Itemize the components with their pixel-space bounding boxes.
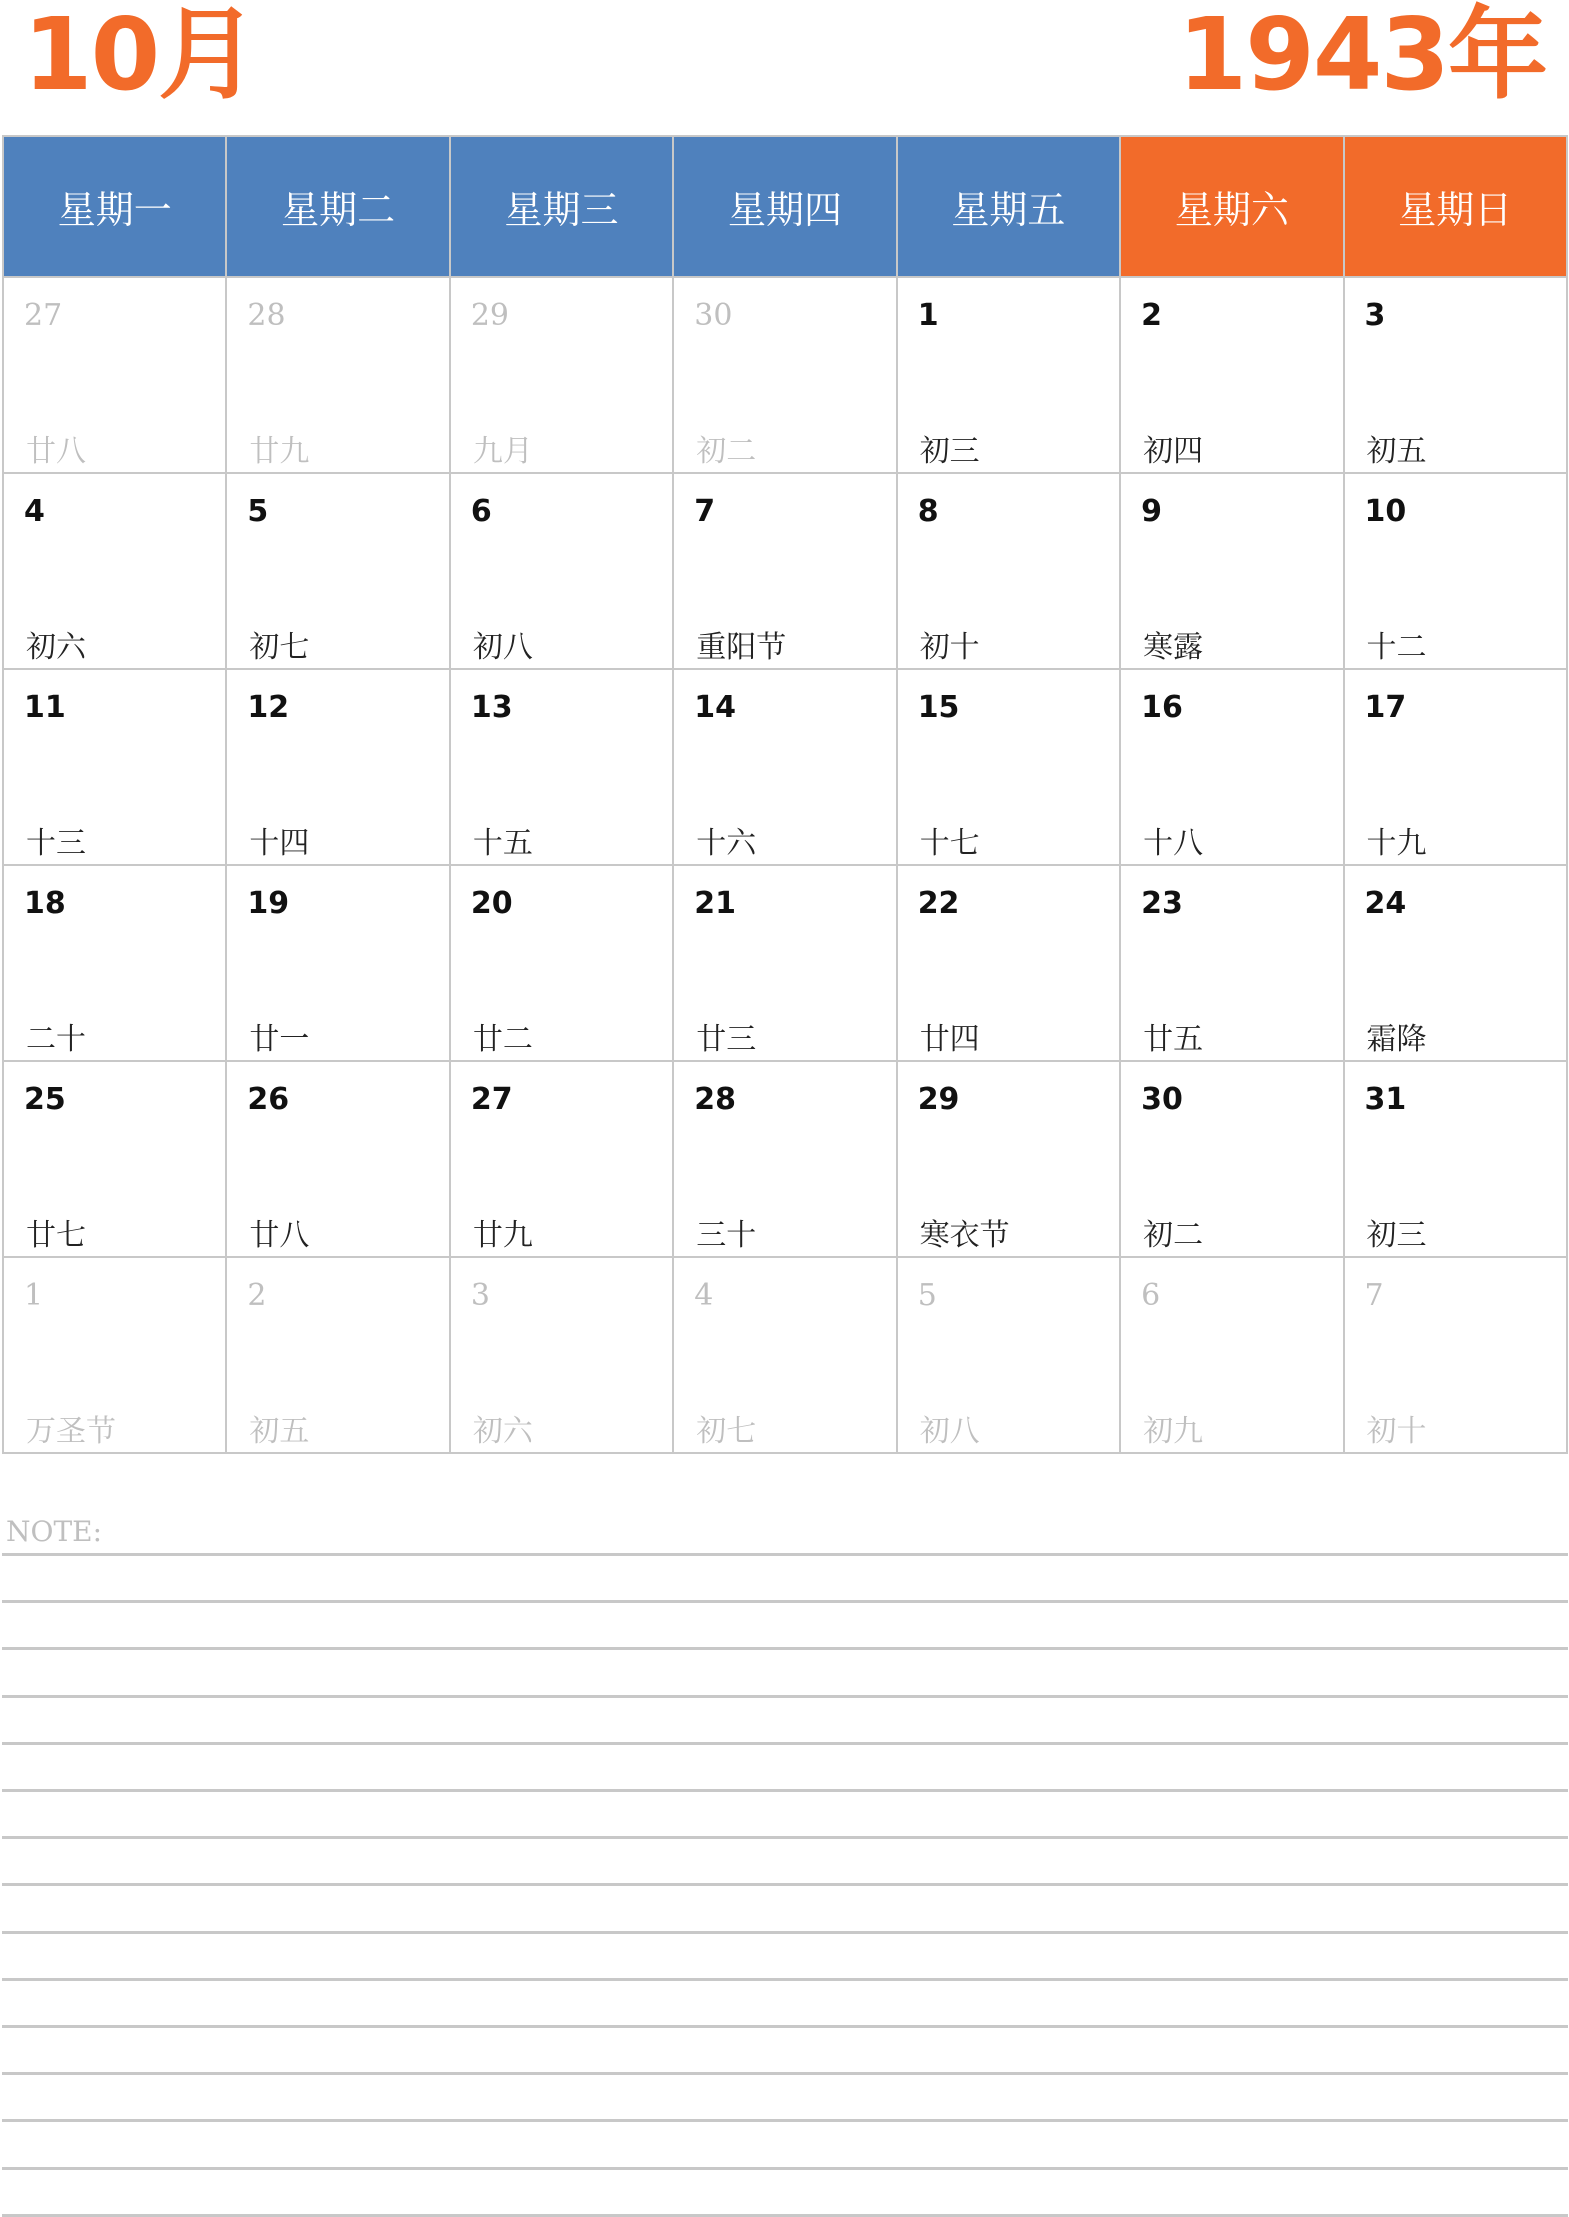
day-number: 20 [470, 886, 513, 921]
calendar-week-row [3, 1061, 1567, 1257]
day-number: 2 [247, 1278, 267, 1313]
lunar-date: 廿九 [249, 434, 310, 469]
lunar-date: 初六 [472, 1414, 533, 1449]
calendar-body [3, 277, 1567, 1453]
lunar-date: 十五 [472, 826, 533, 861]
day-number: 27 [24, 298, 63, 333]
calendar-day-cell[interactable] [226, 473, 449, 669]
calendar-day-cell[interactable] [1120, 669, 1343, 865]
note-line [2, 2119, 1568, 2122]
day-number: 5 [917, 1278, 937, 1313]
day-number: 5 [247, 494, 269, 529]
calendar-day-cell[interactable] [226, 865, 449, 1061]
calendar-day-cell[interactable] [1120, 473, 1343, 669]
note-line [2, 2214, 1568, 2217]
lunar-date: 十七 [919, 826, 980, 861]
note-line [2, 1883, 1568, 1886]
lunar-date: 廿七 [26, 1218, 86, 1253]
day-number: 4 [694, 1278, 714, 1313]
lunar-date: 初八 [919, 1414, 980, 1449]
calendar-day-cell[interactable] [897, 277, 1120, 473]
note-line [2, 1789, 1568, 1792]
calendar-day-cell[interactable] [1344, 1061, 1567, 1257]
calendar-day-cell[interactable] [1344, 1257, 1567, 1453]
note-line [2, 1931, 1568, 1934]
day-number: 18 [24, 886, 66, 921]
lunar-date: 廿二 [472, 1022, 533, 1057]
lunar-date: 初六 [26, 630, 86, 665]
calendar-grid [2, 135, 1568, 1454]
lunar-date: 万圣节 [26, 1414, 116, 1449]
calendar-week-row [3, 277, 1567, 473]
calendar-day-cell[interactable] [897, 1257, 1120, 1453]
day-number: 6 [1141, 1278, 1161, 1313]
day-number: 29 [917, 1082, 960, 1117]
day-number: 4 [24, 494, 45, 529]
lunar-date: 初十 [1366, 1414, 1427, 1449]
lunar-date: 二十 [26, 1022, 86, 1057]
lunar-date: 廿四 [919, 1022, 980, 1057]
calendar-day-cell[interactable] [226, 1061, 449, 1257]
calendar-day-cell[interactable] [897, 669, 1120, 865]
day-number: 1 [24, 1278, 44, 1313]
lunar-date: 初五 [1366, 434, 1427, 469]
lunar-date: 初七 [696, 1414, 757, 1449]
calendar-day-cell[interactable] [3, 1257, 226, 1453]
lunar-date: 初五 [249, 1414, 310, 1449]
calendar-day-cell[interactable] [673, 277, 896, 473]
lunar-date: 三十 [696, 1218, 757, 1253]
weekday-header-thu: 星期四 [673, 136, 896, 277]
day-number: 28 [247, 298, 286, 333]
day-number: 25 [24, 1082, 66, 1117]
note-line [2, 2072, 1568, 2075]
note-line [2, 1742, 1568, 1745]
weekday-header-tue: 星期二 [226, 136, 449, 277]
lunar-date: 初二 [1143, 1218, 1204, 1253]
weekday-header-fri: 星期五 [897, 136, 1120, 277]
calendar-day-cell[interactable] [3, 865, 226, 1061]
calendar-day-cell[interactable] [450, 1257, 673, 1453]
year-title: 1943年 [1177, 0, 1546, 113]
day-number: 28 [694, 1082, 737, 1117]
lunar-date: 初十 [919, 630, 980, 665]
day-number: 24 [1364, 886, 1407, 921]
lunar-date: 十九 [1366, 826, 1427, 861]
weekday-header-sat: 星期六 [1120, 136, 1343, 277]
calendar-day-cell[interactable] [3, 1061, 226, 1257]
calendar-week-row [3, 669, 1567, 865]
lunar-date: 初七 [249, 630, 310, 665]
calendar-day-cell[interactable] [450, 277, 673, 473]
note-line [2, 2025, 1568, 2028]
lunar-date: 寒衣节 [919, 1218, 1010, 1253]
calendar-day-cell[interactable] [1120, 1061, 1343, 1257]
lunar-date: 廿九 [472, 1218, 533, 1253]
calendar-day-cell[interactable] [450, 473, 673, 669]
calendar-day-cell[interactable] [1120, 277, 1343, 473]
calendar-day-cell[interactable] [673, 1061, 896, 1257]
lunar-date: 十八 [1143, 826, 1204, 861]
calendar-day-cell[interactable] [450, 1061, 673, 1257]
lunar-date: 初二 [696, 434, 757, 469]
calendar-day-cell[interactable] [1344, 277, 1567, 473]
weekday-header-mon: 星期一 [3, 136, 226, 277]
lunar-date: 廿八 [26, 434, 86, 469]
calendar-day-cell[interactable] [673, 1257, 896, 1453]
day-number: 3 [1364, 298, 1386, 333]
lunar-date: 廿八 [249, 1218, 310, 1253]
calendar-day-cell[interactable] [1120, 1257, 1343, 1453]
note-line [2, 1836, 1568, 1839]
note-line [2, 2167, 1568, 2170]
day-number: 2 [1141, 298, 1162, 333]
notes-label: NOTE: [6, 1515, 103, 1548]
calendar-week-row [3, 473, 1567, 669]
note-line [2, 1978, 1568, 1981]
calendar-day-cell[interactable] [3, 669, 226, 865]
calendar-day-cell[interactable] [897, 865, 1120, 1061]
day-number: 17 [1364, 690, 1407, 725]
day-number: 31 [1364, 1082, 1407, 1117]
calendar-week-row [3, 1257, 1567, 1453]
day-number: 30 [694, 298, 733, 333]
weekday-header-row [3, 136, 1567, 277]
calendar-day-cell[interactable] [450, 669, 673, 865]
calendar-day-cell[interactable] [1344, 865, 1567, 1061]
lunar-date: 十六 [696, 826, 757, 861]
day-number: 22 [917, 886, 960, 921]
note-line [2, 1553, 1568, 1556]
day-number: 29 [470, 298, 510, 333]
lunar-date: 十三 [26, 826, 86, 861]
calendar-day-cell[interactable] [1344, 669, 1567, 865]
day-number: 16 [1141, 690, 1183, 725]
month-title: 10月 [23, 0, 257, 113]
calendar-day-cell[interactable] [897, 1061, 1120, 1257]
calendar-day-cell[interactable] [3, 277, 226, 473]
day-number: 13 [470, 690, 513, 725]
day-number: 15 [917, 690, 960, 725]
lunar-date: 初八 [472, 630, 533, 665]
note-line [2, 1695, 1568, 1698]
calendar-day-cell[interactable] [673, 865, 896, 1061]
lunar-date: 初三 [919, 434, 980, 469]
lunar-date: 十四 [249, 826, 310, 861]
lunar-date: 初九 [1143, 1414, 1204, 1449]
lunar-date: 寒露 [1143, 630, 1204, 665]
day-number: 19 [247, 886, 290, 921]
lunar-date: 廿三 [696, 1022, 757, 1057]
day-number: 12 [247, 690, 290, 725]
calendar-day-cell[interactable] [1344, 473, 1567, 669]
day-number: 11 [24, 690, 66, 725]
day-number: 21 [694, 886, 737, 921]
calendar-day-cell[interactable] [450, 865, 673, 1061]
day-number: 27 [470, 1082, 513, 1117]
day-number: 8 [917, 494, 939, 529]
lunar-date: 霜降 [1366, 1022, 1427, 1057]
note-line [2, 1647, 1568, 1650]
lunar-date: 初四 [1143, 434, 1204, 469]
day-number: 6 [470, 494, 492, 529]
lunar-date: 九月 [472, 434, 533, 469]
weekday-header-sun: 星期日 [1344, 136, 1567, 277]
day-number: 23 [1141, 886, 1183, 921]
calendar-week-row [3, 865, 1567, 1061]
day-number: 14 [694, 690, 737, 725]
calendar-day-cell[interactable] [226, 669, 449, 865]
lunar-date: 廿一 [249, 1022, 310, 1057]
lunar-date: 重阳节 [696, 630, 787, 665]
lunar-date: 廿五 [1143, 1022, 1204, 1057]
day-number: 10 [1364, 494, 1407, 529]
calendar-day-cell[interactable] [1120, 865, 1343, 1061]
note-line [2, 1600, 1568, 1603]
day-number: 3 [470, 1278, 490, 1313]
calendar-day-cell[interactable] [226, 1257, 449, 1453]
day-number: 1 [917, 298, 939, 333]
calendar-day-cell[interactable] [673, 473, 896, 669]
lunar-date: 初三 [1366, 1218, 1427, 1253]
day-number: 30 [1141, 1082, 1183, 1117]
calendar-day-cell[interactable] [673, 669, 896, 865]
calendar-day-cell[interactable] [3, 473, 226, 669]
calendar-day-cell[interactable] [226, 277, 449, 473]
day-number: 7 [1364, 1278, 1384, 1313]
lunar-date: 十二 [1366, 630, 1427, 665]
weekday-header-wed: 星期三 [450, 136, 673, 277]
calendar-day-cell[interactable] [897, 473, 1120, 669]
day-number: 9 [1141, 494, 1162, 529]
day-number: 26 [247, 1082, 290, 1117]
day-number: 7 [694, 494, 716, 529]
